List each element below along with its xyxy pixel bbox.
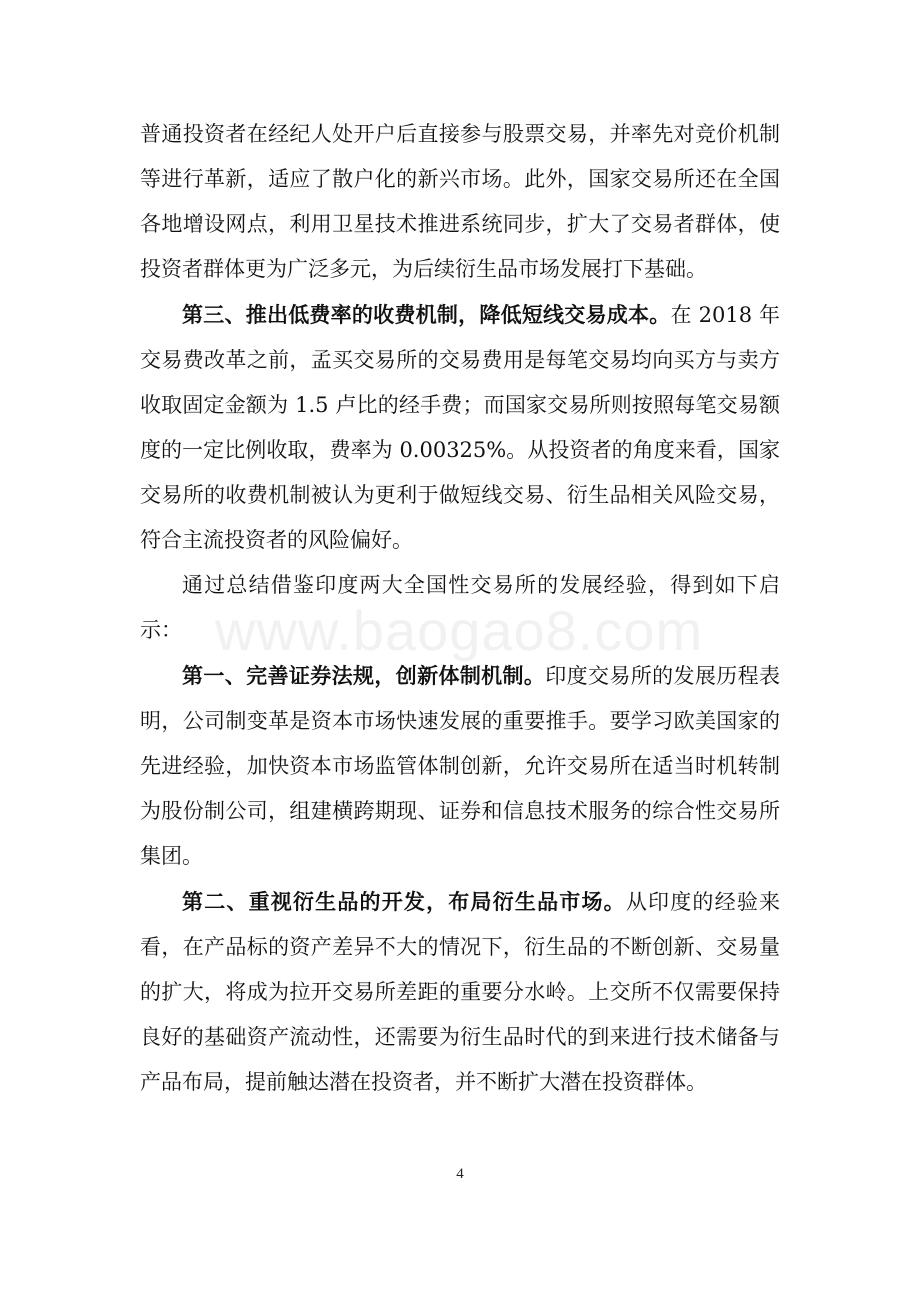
paragraph-text: 从印度的经验来看，在产品标的资产差异不大的情况下，衍生品的不断创新、交易量的扩大，将成为拉开交易所差距的重要分水岭。上交所不仅需要保持良好的基础资产流动性，还需要为衍生品时代的到来进行技术储备与产品布局，提前触达潜在投资者，并不断扩大潜在投资群体。 (140, 890, 781, 1094)
paragraph-heading: 第二、重视衍生品的开发，布局衍生品市场。 (182, 889, 626, 914)
paragraph-text: 印度交易所的发展历程表明，公司制变革是资本市场快速发展的重要推手。要学习欧美国家的先进经验，加快资本市场监管体制创新，允许交易所在适当时机转制为股份制公司，组建横跨期现、证券和信息技术服务的综合性交易所集团。 (140, 664, 780, 868)
paragraph-point-three (140, 292, 780, 563)
paragraph-text: 在 2018 年交易费改革之前，孟买交易所的交易费用是每笔交易均向买方与卖方收取固定金额为 1.5 卢比的经手费；而国家交易所则按照每笔交易额度的一定比例收取，费率为 0.00325%。从投资者的角度来看，国家交易所的收费机制被认为更利于做短线交易、衍生品相关风险交易，符合主流投资者的风险偏好。 (140, 303, 781, 552)
paragraph-insight-one (140, 653, 780, 879)
watermark: www.baogao8.com (215, 599, 704, 662)
paragraph-heading: 第一、完善证券法规，创新体制机制。 (182, 663, 546, 688)
page-number: 4 (456, 1166, 464, 1182)
body-text (140, 112, 780, 1105)
paragraph-continued (140, 112, 780, 292)
paragraph-text: 普通投资者在经纪人处开户后直接参与股票交易，并率先对竞价机制等进行革新，适应了散户化的新兴市场。此外，国家交易所还在全国各地增设网点，利用卫星技术推进系统同步，扩大了交易者群体，使投资者群体更为广泛多元，为后续衍生品市场发展打下基础。 (140, 122, 780, 281)
paragraph-insight-two (140, 879, 780, 1105)
paragraph-text: 通过总结借鉴印度两大全国性交易所的发展经验，得到如下启示： (140, 573, 780, 642)
paragraph-summary-intro (140, 563, 780, 653)
paragraph-heading: 第三、推出低费率的收费机制，降低短线交易成本。 (182, 302, 671, 327)
